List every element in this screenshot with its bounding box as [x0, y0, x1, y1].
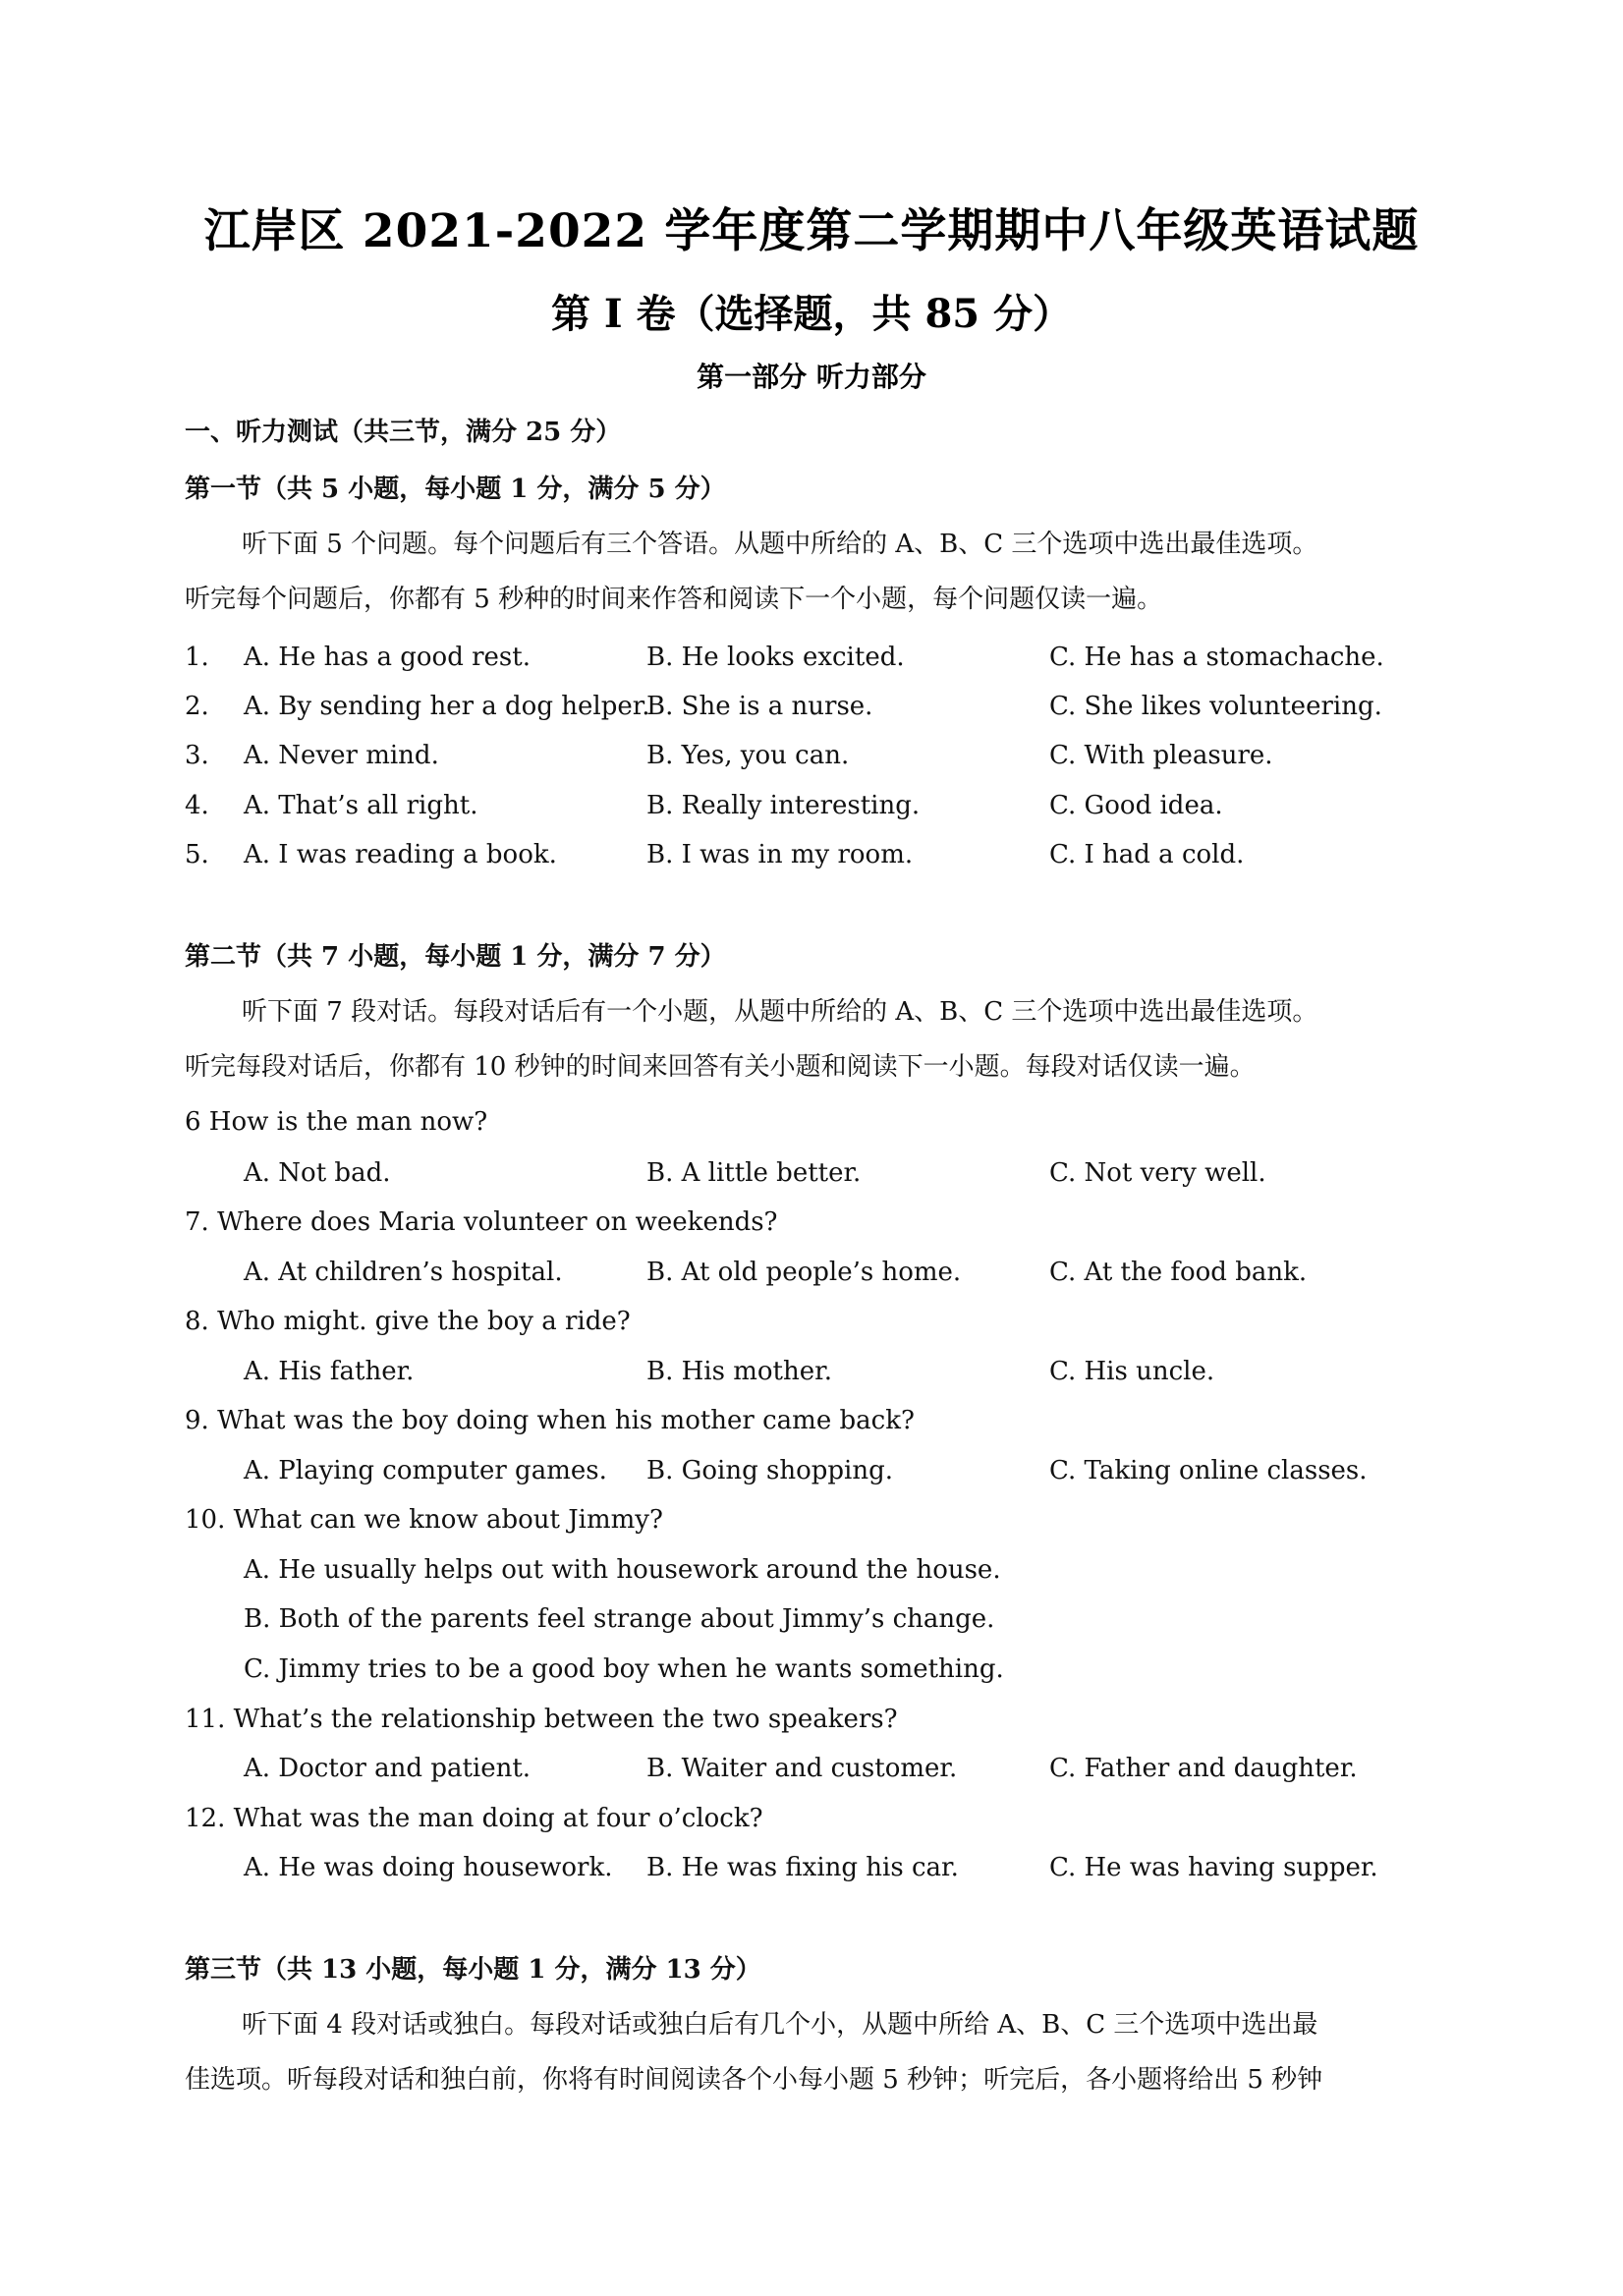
option-c: C. Jimmy tries to be a good boy when he wants something.	[244, 1654, 1004, 1684]
option-a: A. Playing computer games.	[244, 1456, 607, 1485]
question-text: 12. What was the man doing at four o’clock?	[185, 1804, 763, 1833]
option-c: C. At the food bank.	[1049, 1258, 1308, 1287]
volume-title: 第 I 卷（选择题，共 85 分）	[550, 291, 1073, 337]
listening-heading: 一、听力测试（共三节，满分 25 分）	[185, 418, 622, 447]
section3-heading: 第三节（共 13 小题，每小题 1 分，满分 13 分）	[185, 1955, 761, 1985]
question-stem	[185, 1700, 1462, 1739]
option-b: B. Yes, you can.	[646, 741, 850, 770]
option-c: C. With pleasure.	[1049, 741, 1273, 770]
question-row	[185, 1550, 1462, 1590]
question-row	[185, 1749, 1462, 1788]
question-row	[185, 835, 1462, 874]
question-text: 6 How is the man now?	[185, 1107, 488, 1137]
option-b: B. Both of the parents feel strange about Jimmy’s change.	[244, 1604, 995, 1634]
question-stem	[185, 1102, 1462, 1142]
section2-instruction-1: 听下面 7 段对话。每段对话后有一个小题，从题中所给的 A、B、C 三个选项中选出最佳选项。	[242, 997, 1318, 1027]
part-title: 第一部分 听力部分	[697, 361, 926, 393]
option-c: C. He has a stomachache.	[1049, 643, 1384, 672]
exam-title: 江岸区 2021-2022 学年度第二学期期中八年级英语试题	[203, 204, 1420, 258]
section3-instruction-2: 佳选项。听每段对话和独白前，你将有时间阅读各个小每小题 5 秒钟；听完后，各小题将给出 5 秒钟	[185, 2065, 1323, 2095]
option-b: B. He was fixing his car.	[646, 1853, 959, 1882]
option-c: C. She likes volunteering.	[1049, 692, 1382, 721]
option-c: C. He was having supper.	[1049, 1853, 1378, 1882]
option-a: A. He was doing housework.	[244, 1853, 613, 1882]
question-number: 2.	[185, 692, 209, 721]
question-row	[185, 1599, 1462, 1639]
question-row	[185, 786, 1462, 825]
option-a: A. Doctor and patient.	[244, 1754, 532, 1783]
section1-instruction-1: 听下面 5 个问题。每个问题后有三个答语。从题中所给的 A、B、C 三个选项中选出最佳选项。	[242, 530, 1318, 559]
option-c: C. Father and daughter.	[1049, 1754, 1358, 1783]
option-b: B. Really interesting.	[646, 791, 921, 820]
question-number: 1.	[185, 643, 209, 672]
question-row	[185, 1352, 1462, 1391]
question-number: 4.	[185, 791, 209, 820]
option-b: B. I was in my room.	[646, 840, 914, 869]
question-row	[185, 1650, 1462, 1689]
section2-instruction-2: 听完每段对话后，你都有 10 秒钟的时间来回答有关小题和阅读下一小题。每段对话仅读一遍。	[185, 1052, 1256, 1082]
question-text: 11. What’s the relationship between the two speakers?	[185, 1705, 898, 1734]
option-c: C. Good idea.	[1049, 791, 1223, 820]
option-b: B. A little better.	[646, 1158, 862, 1188]
question-number: 3.	[185, 741, 209, 770]
option-a: A. He usually helps out with housework around the house.	[244, 1555, 1001, 1585]
question-row	[185, 1153, 1462, 1193]
question-row	[185, 736, 1462, 775]
question-row	[185, 1253, 1462, 1292]
option-b: B. She is a nurse.	[646, 692, 873, 721]
option-a: A. Not bad.	[244, 1158, 391, 1188]
option-a: A. By sending her a dog helper.	[244, 692, 650, 721]
question-number: 5.	[185, 840, 209, 869]
question-row	[185, 687, 1462, 726]
option-a: A. I was reading a book.	[244, 840, 557, 869]
option-b: B. His mother.	[646, 1357, 832, 1386]
section3-instruction-1: 听下面 4 段对话或独白。每段对话或独白后有几个小，从题中所给 A、B、C 三个选项中选出最	[242, 2010, 1318, 2040]
option-c: C. His uncle.	[1049, 1357, 1215, 1386]
question-stem	[185, 1203, 1462, 1242]
question-text: 8. Who might. give the boy a ride?	[185, 1307, 631, 1336]
option-c: C. Not very well.	[1049, 1158, 1266, 1188]
option-b: B. Waiter and customer.	[646, 1754, 958, 1783]
section1-instruction-2: 听完每个问题后，你都有 5 秒种的时间来作答和阅读下一个小题，每个问题仅读一遍。	[185, 585, 1163, 614]
option-a: A. He has a good rest.	[244, 643, 531, 672]
question-stem	[185, 1401, 1462, 1440]
question-row	[185, 638, 1462, 677]
option-a: A. That’s all right.	[244, 791, 478, 820]
option-b: B. He looks excited.	[646, 643, 905, 672]
option-b: B. Going shopping.	[646, 1456, 894, 1485]
question-row	[185, 1451, 1462, 1490]
question-row	[185, 1848, 1462, 1887]
question-stem	[185, 1302, 1462, 1341]
option-c: C. Taking online classes.	[1049, 1456, 1368, 1485]
question-stem	[185, 1500, 1462, 1540]
option-c: C. I had a cold.	[1049, 840, 1245, 869]
question-stem	[185, 1799, 1462, 1838]
option-b: B. At old people’s home.	[646, 1258, 962, 1287]
question-text: 9. What was the boy doing when his mother came back?	[185, 1406, 915, 1435]
section1-heading: 第一节（共 5 小题，每小题 1 分，满分 5 分）	[185, 475, 726, 504]
section2-heading: 第二节（共 7 小题，每小题 1 分，满分 7 分）	[185, 942, 726, 972]
question-text: 10. What can we know about Jimmy?	[185, 1505, 663, 1535]
option-a: A. Never mind.	[244, 741, 439, 770]
option-a: A. At children’s hospital.	[244, 1258, 563, 1287]
option-a: A. His father.	[244, 1357, 415, 1386]
question-text: 7. Where does Maria volunteer on weekends?	[185, 1207, 778, 1237]
